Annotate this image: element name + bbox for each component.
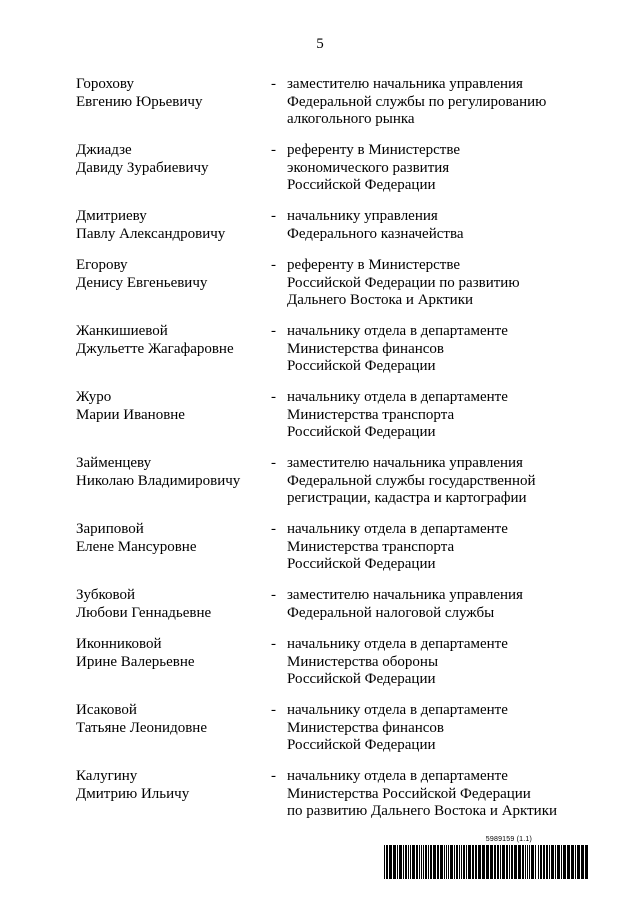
barcode-bar — [446, 845, 447, 879]
dash-separator: - — [271, 636, 276, 652]
barcode-bar — [527, 845, 528, 879]
person-name — [76, 455, 240, 490]
position-title — [287, 208, 587, 243]
barcode-block — [382, 836, 592, 880]
barcode-bar — [511, 845, 513, 879]
barcode-bar — [490, 845, 493, 879]
barcode-bar — [384, 845, 385, 879]
barcode-bar — [575, 845, 576, 879]
barcode-bar — [531, 845, 534, 879]
barcode-bar — [386, 845, 388, 879]
person-name-line: Татьяне Леонидовне — [76, 719, 207, 736]
dash-separator: - — [271, 257, 276, 273]
position-title — [287, 323, 587, 376]
person-name-line: Дмитриеву — [76, 208, 147, 224]
person-name — [76, 702, 207, 737]
dash-separator: - — [271, 587, 276, 603]
barcode-bar — [486, 845, 489, 879]
barcode-bar — [416, 845, 418, 879]
position-line: заместителю начальника управления — [287, 455, 523, 471]
position-title — [287, 702, 587, 755]
position-line: Федерального казначейства — [287, 225, 464, 242]
dash-separator: - — [271, 142, 276, 158]
barcode-bar — [475, 845, 477, 879]
barcode-bar — [419, 845, 420, 879]
person-name-line: Любови Геннадьевне — [76, 604, 212, 621]
barcode-bar — [399, 845, 402, 879]
person-name — [76, 142, 209, 177]
position-line: по развитию Дальнего Востока и Арктики — [287, 803, 558, 819]
barcode-bar — [397, 845, 398, 879]
position-line: референту в Министерстве — [287, 257, 460, 273]
person-name-line: Евгению Юрьевичу — [76, 93, 203, 110]
barcode-bar — [454, 845, 455, 879]
barcode-bar — [561, 845, 562, 879]
barcode-bar — [529, 845, 530, 879]
position-line: начальнику отдела в департаменте — [287, 636, 508, 652]
person-name — [76, 636, 195, 671]
position-line: экономического развития — [287, 159, 450, 176]
barcode-bar — [403, 845, 404, 879]
person-name-line: Дмитрию Ильичу — [76, 785, 190, 802]
position-title — [287, 587, 587, 622]
dash-separator: - — [271, 455, 276, 471]
position-title — [287, 521, 587, 574]
position-line: Министерства транспорта — [287, 538, 455, 555]
barcode-bar — [514, 845, 517, 879]
position-line: Министерства финансов — [287, 340, 444, 357]
position-title — [287, 636, 587, 689]
barcode-bar — [540, 845, 542, 879]
position-line: заместителю начальника управления — [287, 76, 523, 92]
barcode-bar — [412, 845, 415, 879]
position-line: референту в Министерстве — [287, 142, 460, 158]
barcode-bar — [405, 845, 407, 879]
barcode-bar — [535, 845, 536, 879]
barcode-bar — [497, 845, 499, 879]
barcode-bar — [444, 845, 445, 879]
barcode-bar — [437, 845, 439, 879]
position-line: начальнику отдела в департаменте — [287, 323, 508, 339]
position-line: начальнику отдела в департаменте — [287, 702, 508, 718]
barcode-bar — [543, 845, 545, 879]
position-line: Министерства Российской Федерации — [287, 785, 531, 802]
dash-separator: - — [271, 768, 276, 784]
barcode-bar — [506, 845, 508, 879]
person-name — [76, 521, 197, 556]
dash-separator: - — [271, 208, 276, 224]
position-title — [287, 768, 587, 821]
position-line: регистрации, кадастра и картографии — [287, 490, 527, 506]
page-number: 5 — [316, 36, 324, 52]
person-name-line: Павлу Александровичу — [76, 225, 226, 242]
barcode-bar — [557, 845, 560, 879]
person-name-line: Ирине Валерьевне — [76, 653, 195, 670]
barcode-bar — [430, 845, 432, 879]
person-name-line: Исаковой — [76, 702, 137, 718]
person-name-line: Егорову — [76, 257, 128, 273]
position-title — [287, 389, 587, 442]
position-title — [287, 76, 587, 129]
barcode-bar — [525, 845, 526, 879]
position-line: Федеральной налоговой службы — [287, 604, 495, 621]
person-name-line: Джульетте Жагафаровне — [76, 340, 234, 357]
barcode-bar — [549, 845, 550, 879]
barcode-bar — [456, 845, 458, 879]
person-name — [76, 587, 211, 622]
person-name-line: Зубковой — [76, 587, 135, 603]
barcode-bar — [440, 845, 443, 879]
barcode-bar — [538, 845, 539, 879]
barcode-image — [382, 845, 592, 879]
dash-separator: - — [271, 389, 276, 405]
barcode-bar — [421, 845, 422, 879]
position-line: Российской Федерации по развитию — [287, 274, 520, 291]
position-line: Российской Федерации — [287, 556, 436, 572]
position-line: Министерства финансов — [287, 719, 444, 736]
position-line: Федеральной службы государственной — [287, 472, 536, 489]
barcode-bar — [482, 845, 485, 879]
dash-separator: - — [271, 521, 276, 537]
position-line: заместителю начальника управления — [287, 587, 523, 603]
position-title — [287, 455, 587, 508]
person-name-line: Николаю Владимировичу — [76, 472, 241, 489]
barcode-bar — [461, 845, 462, 879]
barcode-bar — [502, 845, 505, 879]
position-line: Российской Федерации — [287, 424, 436, 440]
position-title — [287, 142, 587, 195]
barcode-bar — [448, 845, 449, 879]
barcode-bar — [450, 845, 453, 879]
barcode-bar — [500, 845, 501, 879]
barcode-bar — [466, 845, 467, 879]
position-line: Российской Федерации — [287, 671, 436, 687]
person-name-line: Марии Ивановне — [76, 406, 185, 423]
barcode-bar — [393, 845, 396, 879]
position-line: Министерства обороны — [287, 653, 439, 670]
barcode-bar — [563, 845, 566, 879]
position-line: Российской Федерации — [287, 737, 436, 753]
barcode-number: 5989159 (1.1) — [485, 836, 532, 843]
dash-separator: - — [271, 76, 276, 92]
barcode-bar — [463, 845, 465, 879]
position-line: Министерства транспорта — [287, 406, 455, 423]
person-name-line: Иконниковой — [76, 636, 162, 652]
barcode-bar — [585, 845, 588, 879]
barcode-bar — [494, 845, 496, 879]
position-line: начальнику управления — [287, 208, 438, 224]
barcode-bar — [555, 845, 556, 879]
position-line: Федеральной службы по регулированию — [287, 93, 547, 110]
person-name-line: Денису Евгеньевичу — [76, 274, 208, 291]
barcode-bar — [428, 845, 429, 879]
person-name-line: Елене Мансуровне — [76, 538, 197, 555]
position-line: начальнику отдела в департаменте — [287, 389, 508, 405]
position-line: Российской Федерации — [287, 358, 436, 374]
barcode-bar — [581, 845, 584, 879]
position-line: Российской Федерации — [287, 177, 436, 193]
person-name — [76, 323, 234, 358]
person-name-line: Калугину — [76, 768, 138, 784]
barcode-bar — [567, 845, 570, 879]
barcode-bar — [433, 845, 436, 879]
person-name-line: Жанкишиевой — [76, 323, 168, 339]
person-name-line: Давиду Зурабиевичу — [76, 159, 209, 176]
position-line: Дальнего Востока и Арктики — [287, 292, 474, 308]
barcode-bar — [423, 845, 424, 879]
barcode-bar — [425, 845, 427, 879]
barcode-bar — [389, 845, 392, 879]
position-title — [287, 257, 587, 310]
dash-separator: - — [271, 323, 276, 339]
person-name-line: Займенцеву — [76, 455, 152, 471]
barcode-bar — [571, 845, 574, 879]
dash-separator: - — [271, 702, 276, 718]
barcode-bar — [468, 845, 471, 879]
barcode-bar — [472, 845, 474, 879]
barcode-bar — [408, 845, 409, 879]
person-name — [76, 768, 189, 803]
barcode-bar — [459, 845, 460, 879]
barcode-bar — [522, 845, 524, 879]
barcode-bar — [410, 845, 411, 879]
person-name-line: Журо — [76, 389, 112, 405]
barcode-bar — [546, 845, 548, 879]
barcode-bar — [577, 845, 580, 879]
person-name-line: Зариповой — [76, 521, 144, 537]
barcode-bar — [509, 845, 510, 879]
person-name — [76, 208, 225, 243]
position-line: начальнику отдела в департаменте — [287, 521, 508, 537]
person-name-line: Горохову — [76, 76, 134, 92]
barcode-bar — [551, 845, 554, 879]
person-name — [76, 76, 202, 111]
barcode-bar — [478, 845, 481, 879]
barcode-bar — [518, 845, 521, 879]
person-name-line: Джиадзе — [76, 142, 132, 158]
position-line: алкогольного рынка — [287, 111, 415, 127]
person-name — [76, 257, 207, 292]
position-line: начальнику отдела в департаменте — [287, 768, 508, 784]
person-name — [76, 389, 185, 424]
